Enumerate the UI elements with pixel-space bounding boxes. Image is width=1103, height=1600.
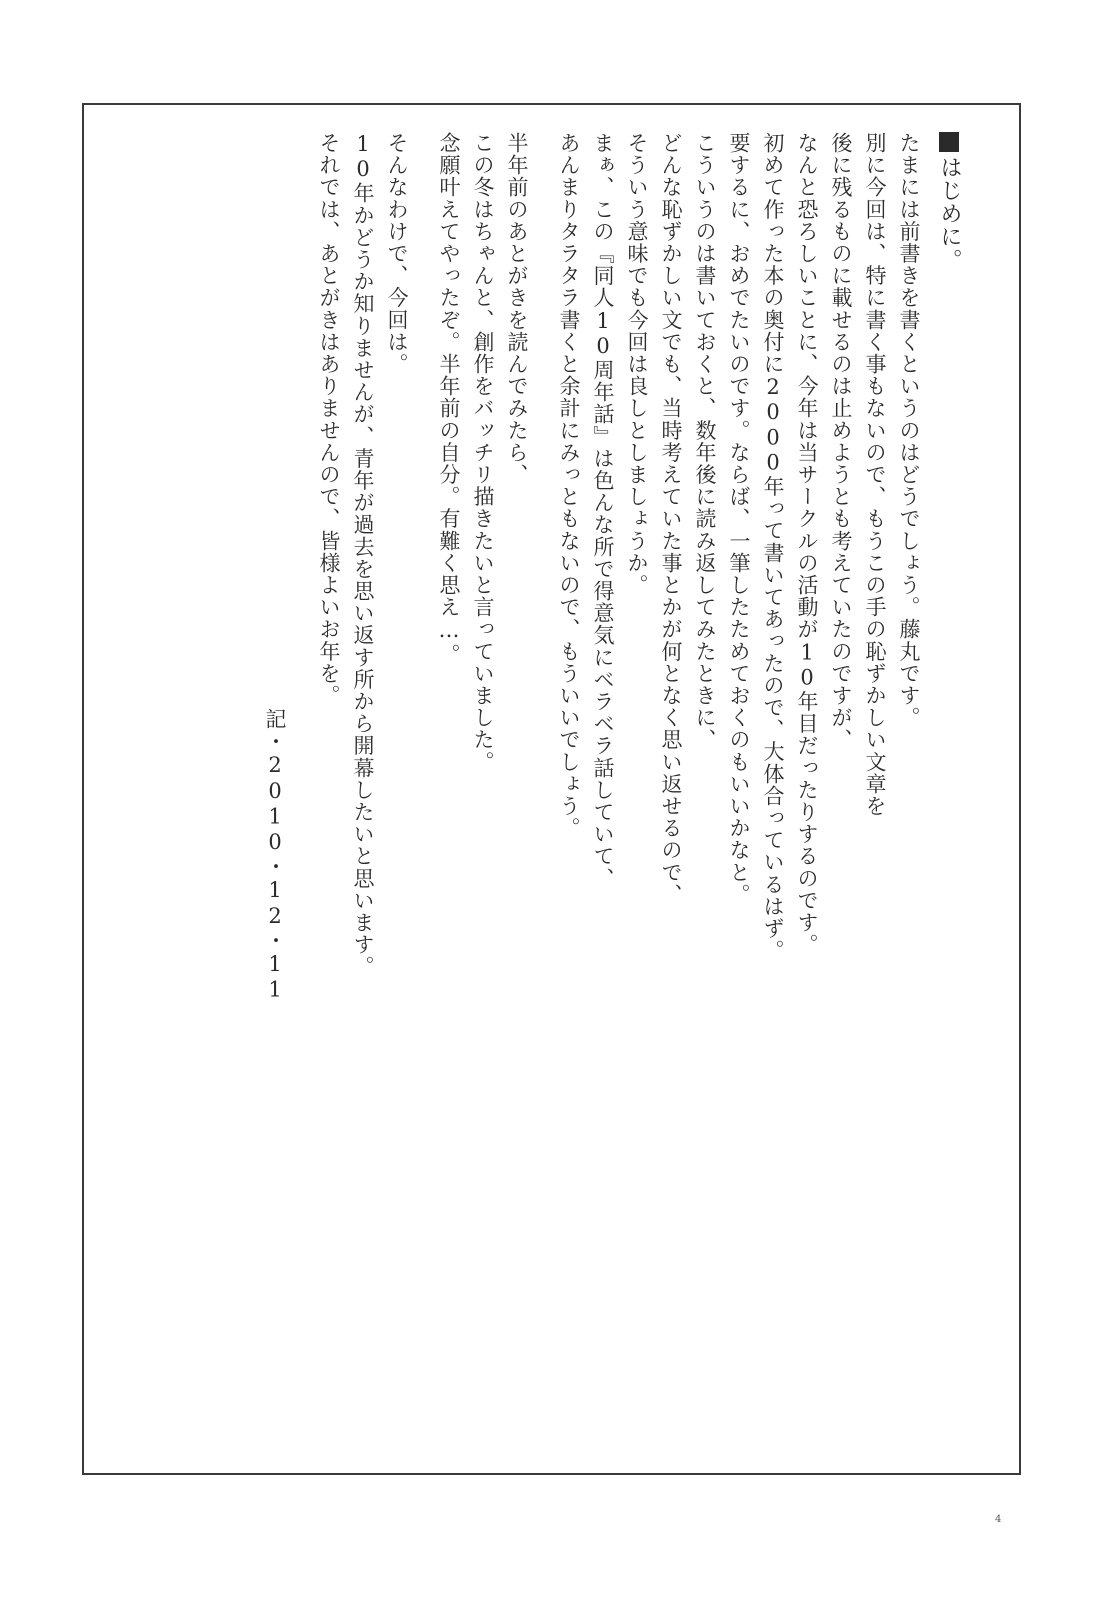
text-line: この冬はちゃんと、創作をバッチリ描きたいと言っていました。 <box>471 132 495 773</box>
text-line: なんと恐ろしいことに、今年は当サークルの活動が10年目だったりするのです。 <box>795 132 819 956</box>
text-line: 要するに、おめでたいのです。ならば、一筆したためておくのもいいかなと。 <box>727 132 751 906</box>
text-line: あんまりタラタラ書くと余計にみっともないので、もういいでしょう。 <box>557 132 581 840</box>
text-line: どんな恥ずかしい文でも、当時考えていた事とかが何となく思い返せるので、 <box>659 132 683 906</box>
text-line: 念願叶えてやったぞ。半年前の自分。有難く思え…。 <box>437 132 461 666</box>
text-line: それでは、あとがきはありませんので、皆様よいお年を。 <box>317 132 341 707</box>
text-line: 初めて作った本の奥付に2000年って書いてあったので、大体合っているはず。 <box>761 132 785 962</box>
section-heading <box>932 132 966 272</box>
text-line: 10年かどうか知りませんが、青年が過去を思い返す所から開幕したいと思います。 <box>351 132 375 978</box>
text-line: そんなわけで、今回は。 <box>385 132 409 376</box>
signature-date: 記・2010・12・11 <box>263 708 287 1004</box>
text-line: こういうのは書いておくと、数年後に読み返してみたときに、 <box>693 132 717 751</box>
text-line: そういう意味でも今回は良しとしましょうか。 <box>625 132 649 597</box>
text-line: まぁ、この『同人10周年話』は色んな所で得意気にベラベラ話していて、 <box>591 132 615 890</box>
text-line: 半年前のあとがきを読んでみたら、 <box>505 132 529 486</box>
text-line: 後に残るものに載せるのは止めようとも考えていたのですが、 <box>829 132 853 751</box>
text-line: 別に今回は、特に書く事もないので、もうこの手の恥ずかしい文章を <box>863 132 887 818</box>
page-number: 4 <box>995 1514 1002 1525</box>
text-line: たまには前書きを書くというのはどうでしょう。藤丸です。 <box>897 132 921 729</box>
black-square-icon <box>939 132 959 152</box>
heading-text: はじめに。 <box>937 156 962 272</box>
